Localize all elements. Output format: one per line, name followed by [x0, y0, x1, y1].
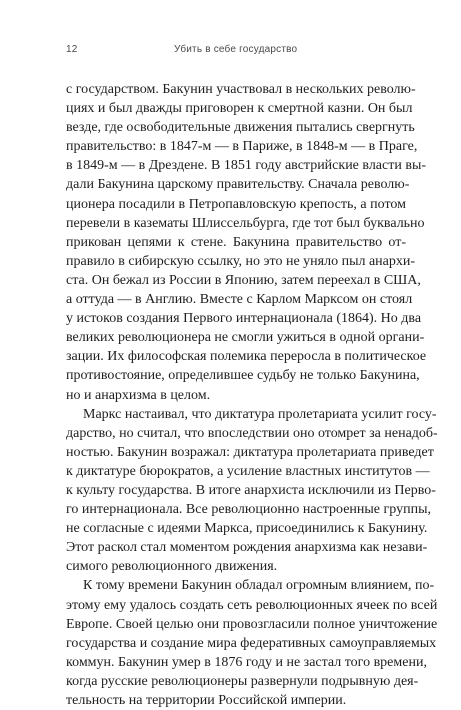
text-line: с государством. Бакунин участвовал в нескольких револю-: [66, 82, 416, 97]
text-line: великих революционера не смогли ужиться в одной органи-: [66, 330, 425, 346]
text-line: не согласные с идеями Маркса, присоединились к Бакунину.: [66, 521, 428, 537]
running-title: Убить в себе государство: [174, 44, 298, 55]
text-line: ционера посадили в Петропавловскую крепость, а потом: [66, 196, 406, 212]
text-line: но и анархизма в целом.: [66, 387, 211, 403]
text-line: симого революционного движения.: [66, 559, 278, 575]
text-line: правительство: в 1847-м — в Париже, в 1848-м — в Праге,: [66, 139, 418, 155]
text-line: Маркс настаивал, что диктатура пролетариата усилит госу-: [83, 406, 437, 422]
text-line: прикован цепями к стене. Бакунина правительство от-: [66, 234, 406, 250]
text-line: ста. Он бежал из России в Японию, затем переехал в США,: [66, 272, 421, 288]
text-line: у истоков создания Первого интернационала (1864). Но два: [66, 311, 422, 327]
text-line: в 1849-м — в Дрездене. В 1851 году австрийские власти вы-: [66, 158, 427, 174]
text-line: го интернационала. Все революционно настроенные группы,: [66, 502, 431, 518]
page-number: 12: [66, 44, 78, 55]
text-line: циях и был дважды приговорен к смертной казни. Он был: [66, 101, 413, 117]
text-line: тельность на территории Российской империи.: [66, 693, 347, 708]
text-line: дарство, но считал, что впоследствии оно отомрет за ненадоб-: [66, 425, 438, 441]
text-line: а оттуда — в Англию. Вместе с Карлом Марксом он стоял: [66, 292, 413, 308]
text-line: дали Бакунина царскому правительству. Сначала револю-: [66, 177, 410, 193]
text-line: коммун. Бакунин умер в 1876 году и не застал того времени,: [66, 654, 427, 670]
text-line: правило в сибирскую ссылку, но это не уняло пыл анархи-: [66, 253, 416, 269]
text-line: ностью. Бакунин возражал: диктатура пролетариата приведет: [66, 444, 434, 460]
paragraph-3: [66, 576, 438, 710]
text-line: к диктатуре бюрократов, а усиление властных институтов —: [66, 463, 430, 479]
running-header: [66, 44, 404, 60]
text-line: Европе. Своей целью они провозгласили полное уничтожение: [66, 616, 438, 632]
paragraph-1: [66, 80, 427, 405]
text-line: к культу государства. В итоге анархиста исключили из Перво-: [66, 482, 436, 498]
text-line: К тому времени Бакунин обладал огромным влиянием, по-: [83, 578, 435, 594]
paragraph-2: [66, 405, 438, 577]
body-text: [66, 80, 438, 710]
text-line: перевели в казематы Шлиссельбурга, где тот был буквально: [66, 215, 425, 231]
text-line: зации. Их философская полемика переросла в политическое: [66, 349, 427, 365]
text-line: противостояние, определившее судьбу не только Бакунина,: [66, 368, 420, 384]
text-line: когда русские революционеры развернули подрывную дея-: [66, 673, 419, 689]
text-line: государства и создание мира федеративных самоуправляемых: [66, 635, 437, 651]
text-line: этому ему удалось создать сеть революционных ячеек по всей: [66, 597, 438, 613]
text-line: везде, где освободительные движения пытались свергнуть: [66, 120, 415, 136]
text-line: Этот раскол стал моментом рождения анархизма как незави-: [66, 540, 428, 556]
